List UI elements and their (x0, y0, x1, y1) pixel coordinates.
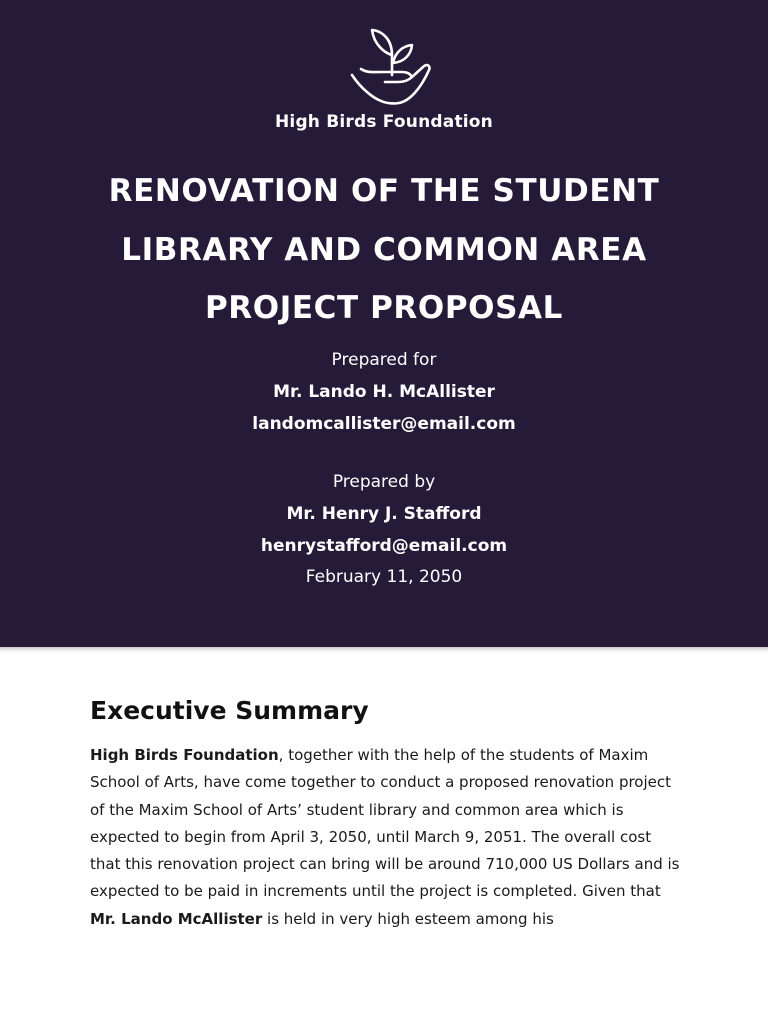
page-divider (0, 647, 768, 653)
title-line: PROJECT PROPOSAL (204, 290, 564, 326)
summary-text: is held in very high esteem among his (262, 909, 554, 928)
executive-summary-section (90, 690, 680, 933)
proposal-date: February 11, 2050 (305, 567, 463, 587)
recipient-name: Mr. Lando H. McAllister (273, 382, 495, 402)
org-name-emphasis: High Birds Foundation (90, 746, 279, 764)
prepared-by-label: Prepared by (332, 472, 436, 492)
organization-name: High Birds Foundation (274, 112, 493, 132)
summary-text: , together with the help of the students of Maxim School of Arts, have come together to conduct a proposed renovation project of the Maxim School of Arts’ student library and common area which is expected to begin from April 3, 2050, until March 9, 2051. The overall cost that this renovation project can bring will be around 710,000 US Dollars and is expected to be paid in increments until the project is completed. Given that (90, 746, 680, 901)
prepared-for-label: Prepared for (331, 350, 437, 370)
recipient-name-emphasis: Mr. Lando McAllister (90, 909, 263, 928)
proposal-title (60, 162, 708, 338)
title-line: RENOVATION OF THE STUDENT (108, 173, 660, 209)
author-email: henrystafford@email.com (260, 536, 508, 556)
author-name: Mr. Henry J. Stafford (286, 504, 482, 524)
summary-paragraph (90, 742, 680, 933)
section-heading: Executive Summary (90, 696, 369, 725)
hand-holding-sprout-icon (349, 25, 433, 107)
recipient-email: landomcallister@email.com (252, 414, 516, 434)
title-line: LIBRARY AND COMMON AREA (121, 231, 647, 268)
